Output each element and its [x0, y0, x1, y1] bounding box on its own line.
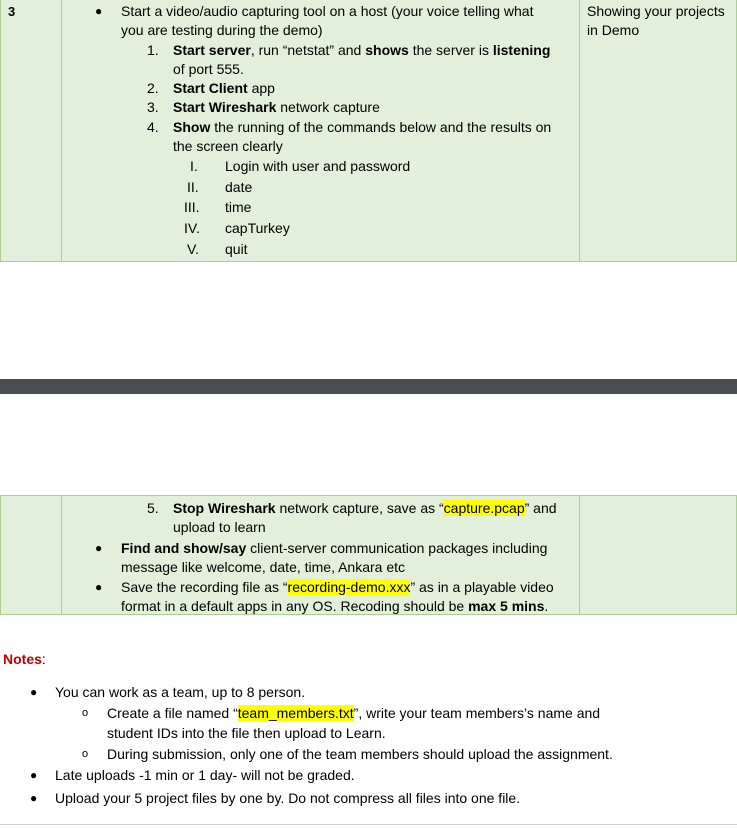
bullet-icon: ●	[30, 685, 38, 699]
step3-num: 3.	[147, 99, 159, 115]
command-text: capTurkey	[225, 220, 290, 236]
command-num: IV.	[184, 220, 200, 236]
note-item-3: Upload your 5 project files by one by. Do not compress all files into one file.	[55, 790, 521, 806]
footer-divider	[0, 824, 737, 825]
bullet1-line2: you are testing during the demo)	[121, 22, 323, 38]
step4-num: 4.	[147, 119, 159, 135]
step5-num: 5.	[147, 500, 159, 516]
row-number: 3	[8, 4, 16, 19]
note-item-1: You can work as a team, up to 8 person.	[55, 684, 306, 700]
command-num: V.	[187, 241, 199, 257]
sub-bullet-icon: o	[82, 707, 89, 719]
bullet2-line1: Find and show/say client-server communication packages including	[121, 540, 548, 556]
command-text: Login with user and password	[225, 158, 411, 174]
command-text: quit	[225, 241, 248, 257]
command-num: III.	[184, 199, 200, 215]
bullet-icon: ●	[95, 4, 103, 18]
step1-text: Start server, run “netstat” and shows the server is listening	[173, 42, 551, 58]
note-sub-1-line2: student IDs into the file then upload to Learn.	[107, 725, 386, 741]
step4-line2: the screen clearly	[173, 138, 283, 154]
step2-text: Start Client app	[173, 80, 275, 96]
step4-text: Show the running of the commands below and the results on	[173, 119, 552, 135]
bullet2-line2: message like welcome, date, time, Ankara etc	[121, 559, 406, 575]
note-sub-2: During submission, only one of the team members should upload the assignment.	[107, 746, 613, 762]
step2-num: 2.	[147, 80, 159, 96]
right-cell-line2: in Demo	[587, 22, 640, 38]
command-text: time	[225, 199, 252, 215]
step1-num: 1.	[147, 42, 159, 58]
bullet-icon: ●	[30, 791, 38, 805]
bullet-icon: ●	[95, 580, 103, 594]
sub-bullet-icon: o	[82, 748, 89, 760]
command-num: I.	[190, 158, 198, 174]
step5-line2: upload to learn	[173, 519, 266, 535]
right-cell-line1: Showing your projects	[587, 3, 725, 19]
page-break-bar	[0, 379, 737, 394]
note-item-2: Late uploads -1 min or 1 day- will not be graded.	[55, 767, 355, 783]
bullet1-line1: Start a video/audio capturing tool on a host (your voice telling what	[121, 3, 534, 19]
bullet-icon: ●	[30, 768, 38, 782]
step3-text: Start Wireshark network capture	[173, 99, 380, 115]
command-num: II.	[187, 179, 199, 195]
bullet3-line1: Save the recording file as “recording-demo.xxx” as in a playable video	[121, 579, 554, 595]
step5-text: Stop Wireshark network capture, save as “capture.pcap” and	[173, 500, 557, 516]
step1-line2: of port 555.	[173, 61, 244, 77]
notes-heading: Notes:	[3, 651, 46, 667]
bullet3-line2: format in a default apps in any OS. Recoding should be max 5 mins.	[121, 598, 549, 614]
command-text: date	[225, 179, 253, 195]
bullet-icon: ●	[95, 541, 103, 555]
note-sub-1: Create a file named “team_members.txt”, write your team members’s name and	[107, 705, 601, 721]
